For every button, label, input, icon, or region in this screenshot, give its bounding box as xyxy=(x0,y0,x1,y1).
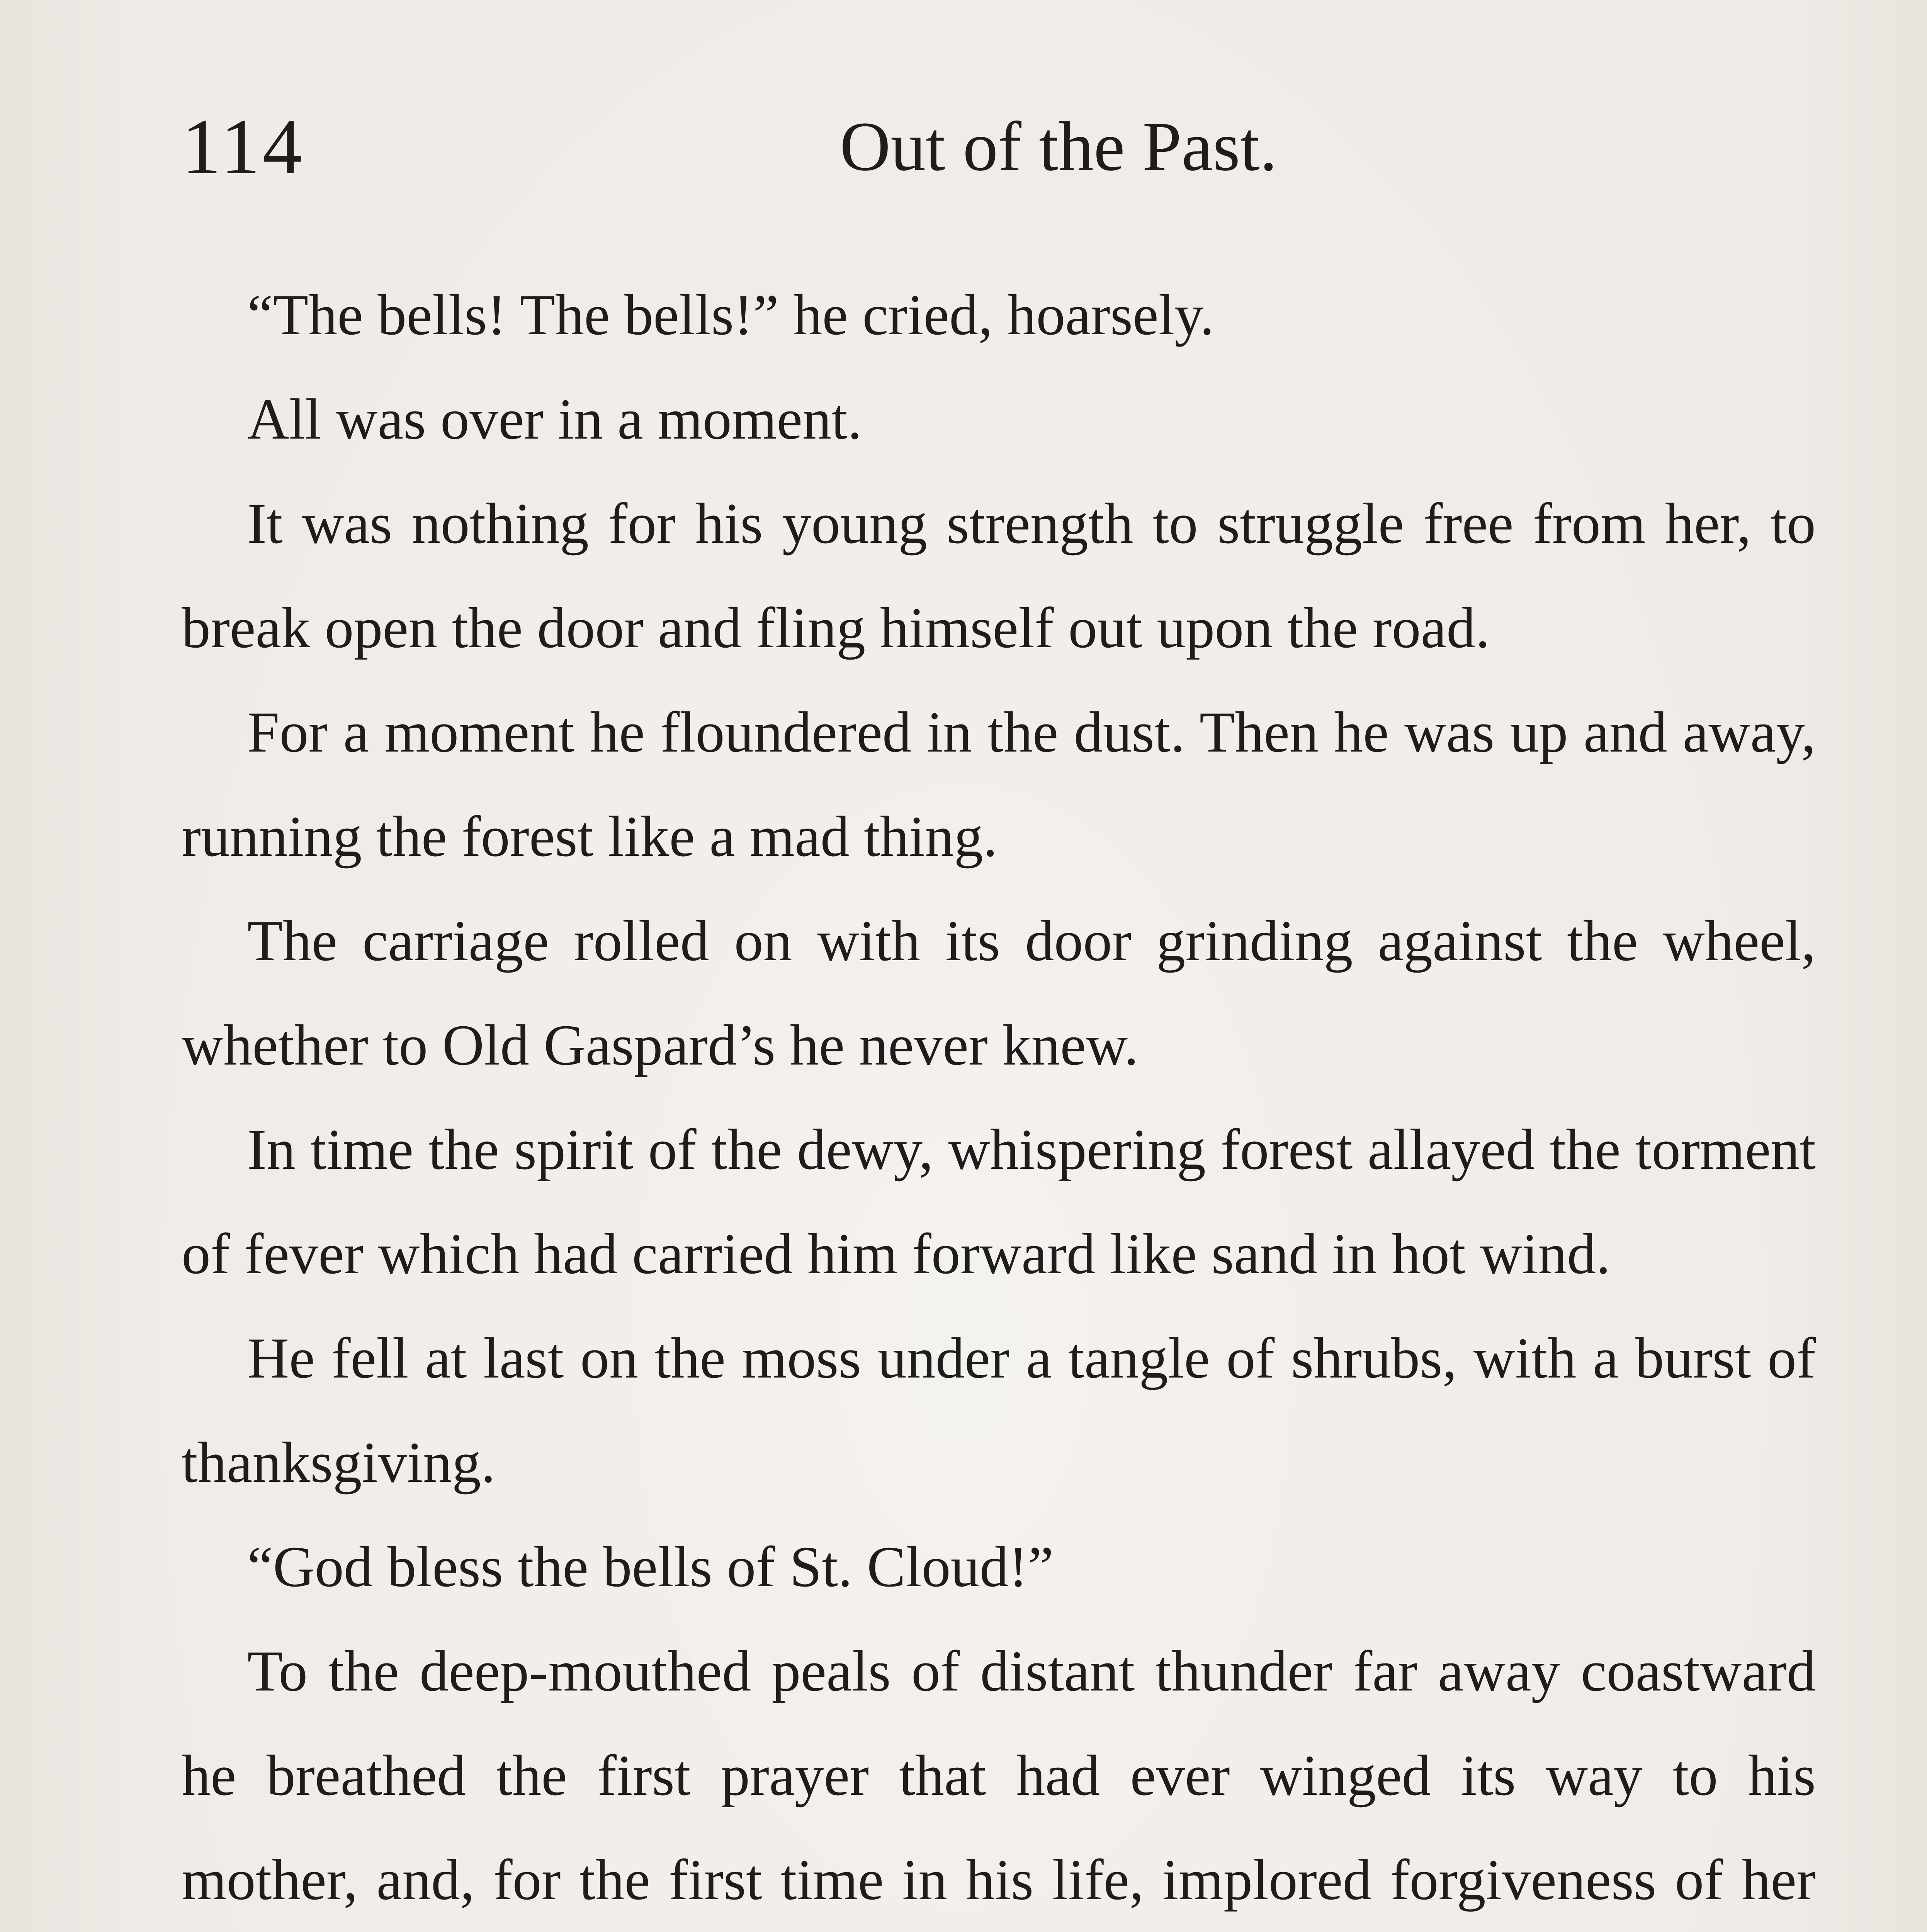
paragraph: “God bless the bells of St. Cloud!” xyxy=(247,1535,1054,1599)
paragraph: To the deep-mouthed peals of distant thunder far away coastward he breathed the first prayer that had ever winged its way to his mother, and, for the first time in his life, implored forgiveness of her xyxy=(182,1639,1816,1912)
paragraph: He fell at last on the moss under a tangle of shrubs, with a burst of thanksgiving. xyxy=(182,1326,1816,1495)
paragraph: It was nothing for his young strength to struggle free from her, to break open the door and fling himself out upon the road. xyxy=(182,492,1816,660)
paragraph: All was over in a moment. xyxy=(247,387,862,451)
paragraph: The carriage rolled on with its door grinding against the wheel, whether to Old Gaspard’s he never knew. xyxy=(182,909,1816,1077)
paragraph: “The bells! The bells!” he cried, hoarsely. xyxy=(247,283,1215,347)
running-title: Out of the Past. xyxy=(839,108,1278,185)
body-text xyxy=(182,263,1816,1932)
page-header xyxy=(0,97,1927,197)
page-number: 114 xyxy=(182,103,304,190)
paragraph: For a moment he floundered in the dust. Then he was up and away, running the forest like a mad thing. xyxy=(182,700,1816,869)
paragraph: In time the spirit of the dewy, whispering forest allayed the torment of fever which had carried him forward like sand in hot wind. xyxy=(182,1117,1816,1286)
